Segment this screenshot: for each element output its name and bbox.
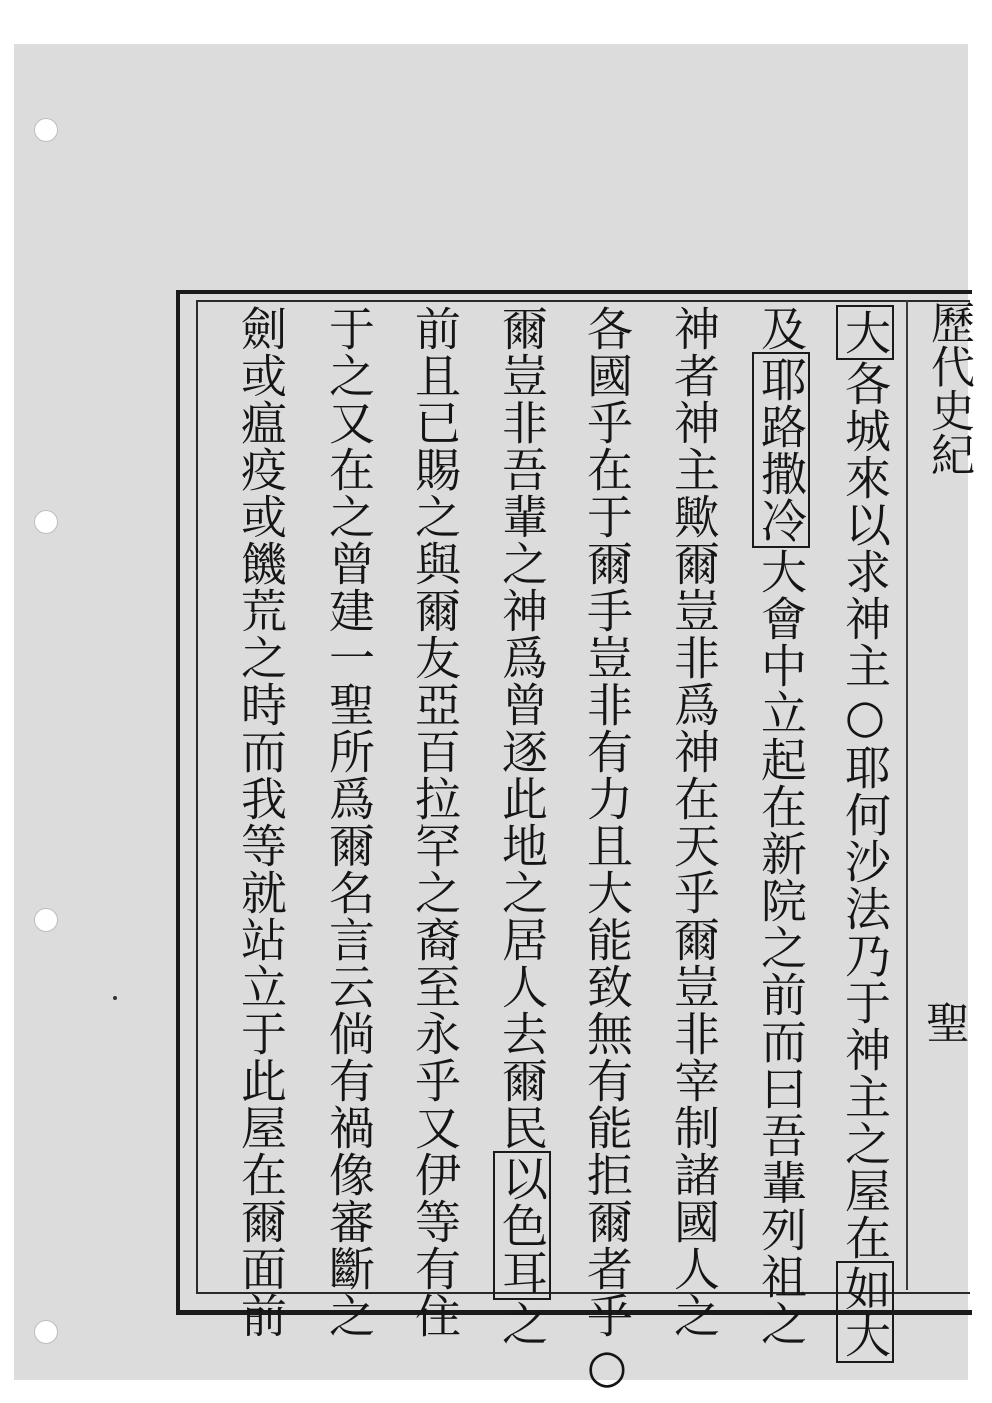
binder-hole bbox=[34, 908, 58, 932]
text-column-7 bbox=[310, 305, 388, 1339]
text-column-8 bbox=[222, 305, 300, 1339]
column-text: 之 bbox=[495, 1300, 549, 1347]
column-text: 及 bbox=[754, 305, 808, 352]
text-column-3 bbox=[655, 305, 733, 1339]
column-text: 劍或瘟疫或饑荒之時而我等就站立于此屋在爾面前 bbox=[234, 305, 288, 1339]
page-heading: 歷代史紀 bbox=[923, 300, 974, 476]
boxed-name: 以色耳 bbox=[493, 1151, 551, 1300]
boxed-name: 耶路撒冷 bbox=[752, 352, 810, 548]
column-text: 爾豈非吾輩之神爲曾逐此地之居人去爾民 bbox=[495, 305, 549, 1151]
text-column-5 bbox=[483, 305, 561, 1347]
binder-hole bbox=[34, 1320, 58, 1344]
boxed-name: 大 bbox=[836, 305, 894, 360]
column-text: 于之又在之曾建一聖所爲爾名言云倘有禍像審斷之 bbox=[322, 305, 376, 1339]
text-column-4 bbox=[568, 305, 646, 1394]
text-column-6 bbox=[396, 305, 474, 1339]
column-text: 神者神主歟爾豈非爲神在天乎爾豈非宰制諸國人之 bbox=[667, 305, 721, 1339]
boxed-name: 如大 bbox=[836, 1261, 894, 1363]
column-text: 各城來以求神主○耶何沙法乃于神主之屋在 bbox=[838, 360, 892, 1261]
column-text: 大會中立起在新院之前而曰吾輩列祖之 bbox=[754, 548, 808, 1347]
column-text: 前且已賜之與爾友亞百拉罕之裔至永乎又伊等有住 bbox=[408, 305, 462, 1339]
page-heading-right: 聖 bbox=[918, 1000, 969, 1044]
text-column-2 bbox=[742, 305, 820, 1347]
column-text: 各國乎在于爾手豈非有力且大能致無有能拒爾者乎○ bbox=[580, 305, 634, 1394]
text-column-1 bbox=[826, 305, 904, 1359]
margin-rule bbox=[906, 300, 908, 1290]
speck bbox=[113, 996, 117, 1000]
binder-hole bbox=[34, 118, 58, 142]
binder-hole bbox=[34, 510, 58, 534]
